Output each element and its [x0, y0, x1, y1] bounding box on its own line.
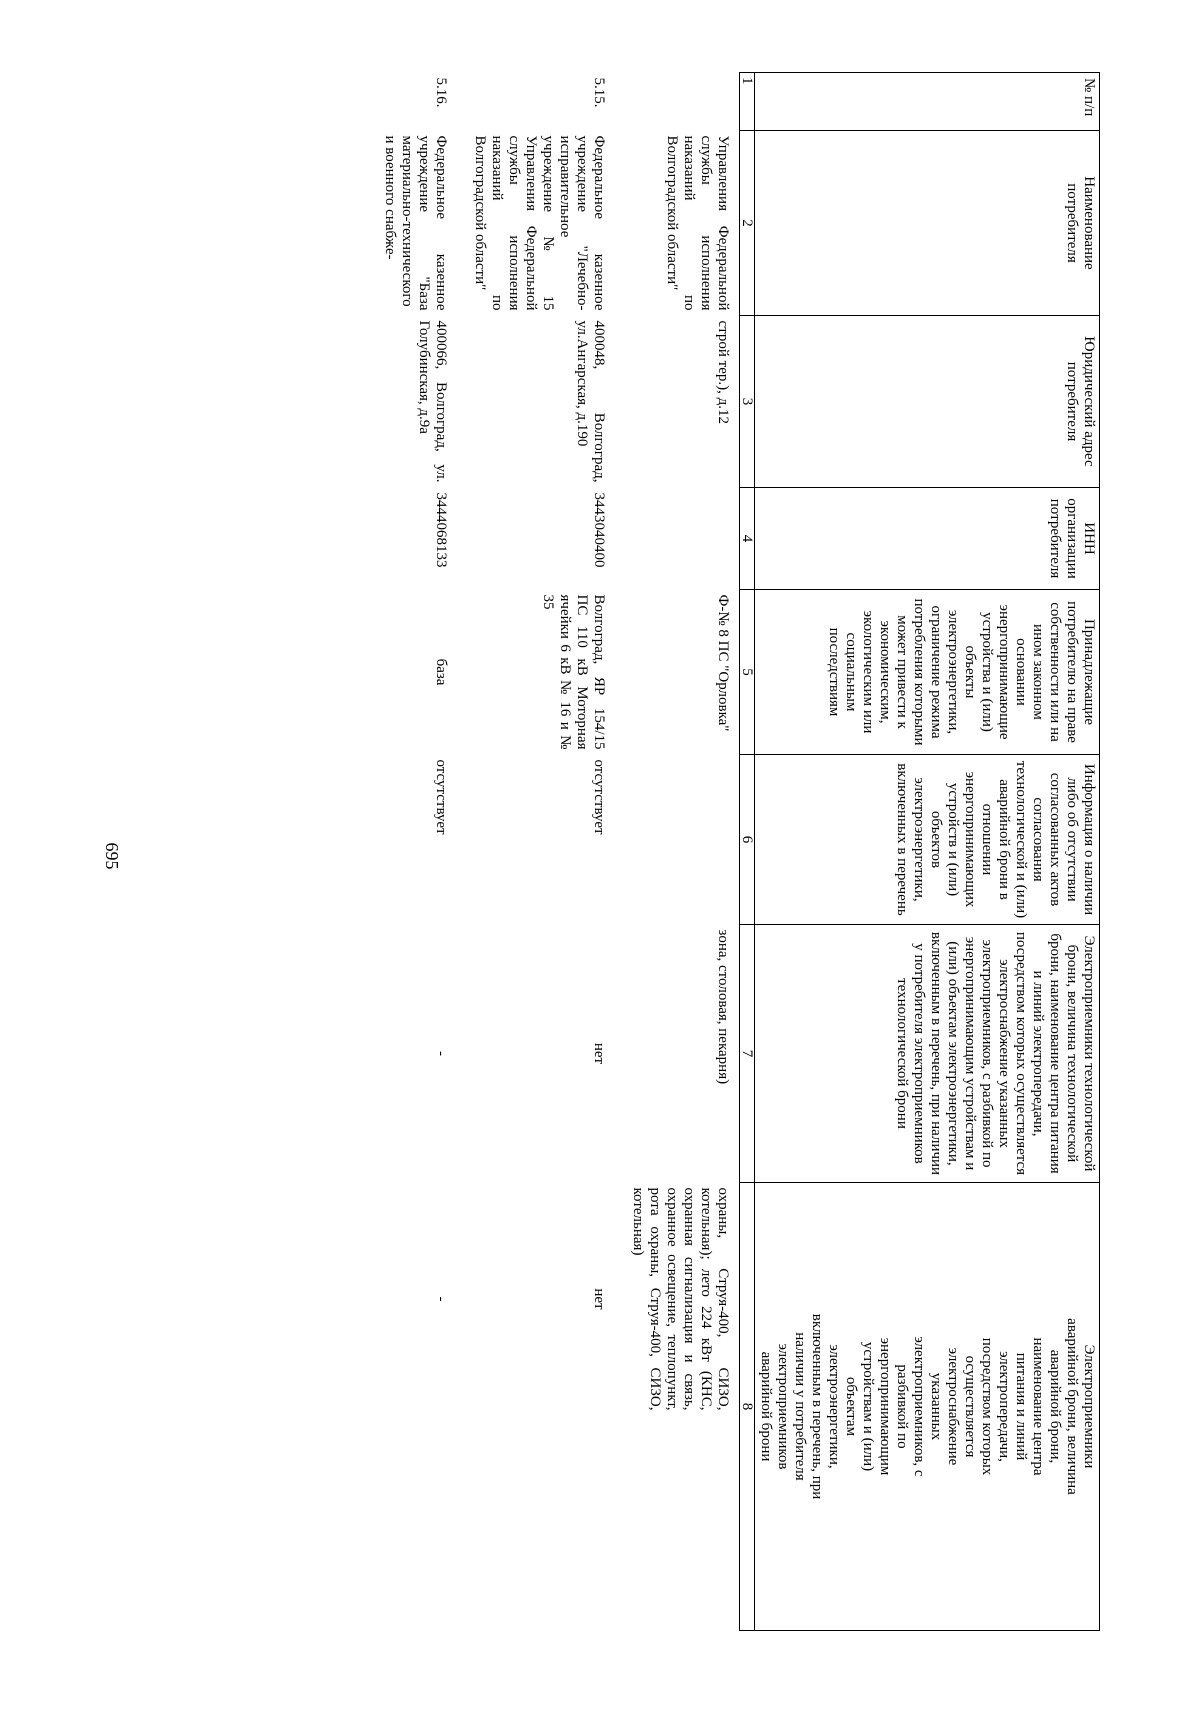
header-address: Юридический адрес потребителя — [755, 316, 1100, 488]
header-emergency-reserve: Электроприемники аварийной брони, величина аварийной брони, наименование центра питания и линий электропередачи, посредством которых осуществляется электроснабжение указанных электроприемников, с разбивкой по энергопринимающим устройствам и (или) объектам электроэнергетики, включенным в перечень, при наличии у потребителя электроприемников аварийной брони — [755, 1183, 1100, 1631]
consumer-inn: 3443040400 — [591, 492, 607, 568]
tech-reserve: зона, столовая, пекарня) — [715, 929, 731, 1085]
reserve-acts — [615, 755, 740, 925]
consumer-inn: 3444068133 — [433, 492, 449, 568]
header-num: № п/п — [755, 73, 1100, 131]
page-number: 695 — [102, 842, 122, 870]
table-row — [367, 73, 457, 1631]
table-row — [615, 73, 740, 1631]
consumer-name: Федеральное казенное учреждение "Лечебно-исправительное учреждение № 15 Управления Федеральной службы исполнения наказаний по Волгоградской области" — [472, 135, 607, 311]
tech-reserve: - — [433, 1051, 449, 1056]
emergency-reserve: нет — [591, 1288, 607, 1310]
column-number: 2 — [740, 131, 755, 316]
column-number: 4 — [740, 488, 755, 590]
consumer-devices: Волгоград, ЯР 154/15 ПС 110 кВ Моторная ячейки 6 кВ № 16 и № 35 — [540, 594, 607, 750]
emergency-reserve: - — [433, 1296, 449, 1302]
column-number: 7 — [740, 925, 755, 1183]
consumer-table — [367, 72, 1100, 1631]
tech-reserve: нет — [591, 1042, 607, 1065]
header-devices: Принадлежащие потребителю на праве собственности или на ином законном основании энергопринимающие устройства и (или) объекты электроэнергетики, ограничение режима потребления которыми может привести к экономическим, экологическим или социальным последствиям — [755, 590, 1100, 755]
header-acts: Информация о наличии либо об отсутствии согласованных актов согласования технологической и (или) аварийной брони в отношении энергопринимающих устройств и (или) объектов электроэнергетики, включенных в перечень — [755, 755, 1100, 925]
consumer-address: 400048, Волгоград, ул.Ангарская, д.190 — [574, 320, 607, 483]
reserve-acts: отсутствует — [433, 759, 449, 835]
consumer-name: Управления Федеральной службы исполнения наказаний по Волгоградской области" — [664, 135, 731, 311]
header-row — [755, 73, 1100, 1631]
reserve-acts: отсутствует — [591, 759, 607, 835]
column-number-row — [740, 73, 755, 1631]
header-tech-reserve: Электроприемники технологической брони, величина технологической брони, наименование центра питания и линий электропередачи, посредством которых осуществляется электроснабжение указанных электроприемников, с разбивкой по энергопринимающим устройствам и (или) объектам электроэнергетики, включенным в перечень, при наличии у потребителя электроприемников технологической брони — [755, 925, 1100, 1183]
column-number: 6 — [740, 755, 755, 925]
table-row — [457, 73, 615, 1631]
header-inn: ИНН организации потребителя — [755, 488, 1100, 590]
column-number: 3 — [740, 316, 755, 488]
consumer-address: строй тер.), д.12 — [715, 320, 731, 425]
consumer-name: Федеральное казенное учреждение "База материально-технического и военного снабже- — [382, 135, 449, 311]
column-number: 1 — [740, 73, 755, 131]
consumer-inn — [615, 488, 740, 590]
row-number: 5.16. — [433, 77, 449, 108]
row-number: 5.15. — [591, 77, 607, 108]
column-number: 8 — [740, 1183, 755, 1631]
consumer-devices: Ф-№ 8 ПС "Орловка" — [715, 594, 731, 732]
emergency-reserve: охраны, Струя-400, СИЗО, котельная); лето 224 кВт (КНС, охранная сигнализация и связь, охранное освещение, теплопункт, рота охраны, Струя-400, СИЗО, котельная) — [630, 1187, 731, 1411]
consumer-address: 400066, Волгоград, ул. Голубинская, д.9а — [416, 320, 449, 483]
header-name: Наименование потребителя — [755, 131, 1100, 316]
consumer-devices: база — [433, 658, 449, 686]
column-number: 5 — [740, 590, 755, 755]
row-number — [615, 73, 740, 131]
